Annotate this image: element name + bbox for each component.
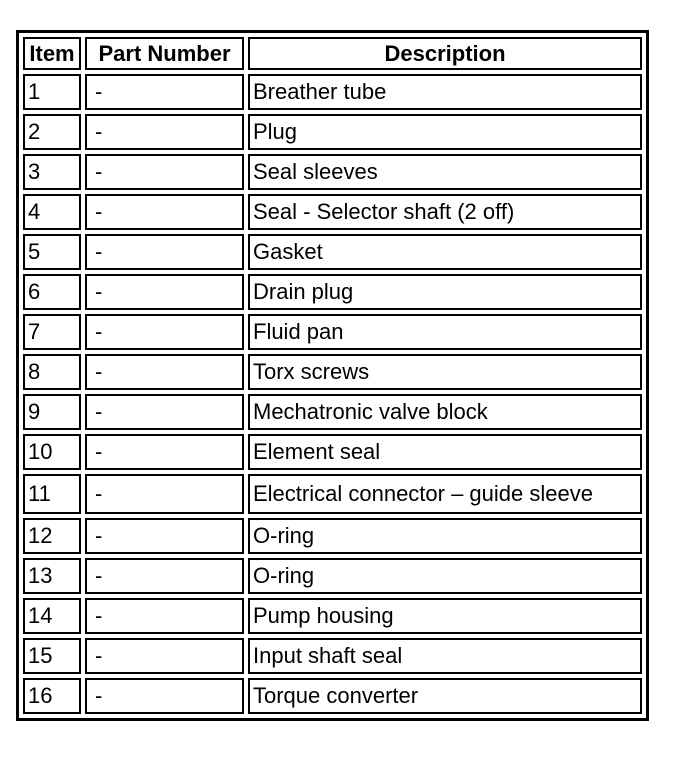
table-row bbox=[23, 434, 642, 470]
parts-table bbox=[16, 30, 649, 721]
table-row bbox=[23, 598, 642, 634]
item-cell: 4 bbox=[23, 194, 81, 230]
item-cell: 9 bbox=[23, 394, 81, 430]
part-number-cell: - bbox=[85, 354, 244, 390]
table-row bbox=[23, 354, 642, 390]
description-cell: Torque converter bbox=[248, 678, 642, 714]
item-cell: 14 bbox=[23, 598, 81, 634]
description-cell: Torx screws bbox=[248, 354, 642, 390]
part-number-cell: - bbox=[85, 598, 244, 634]
item-cell: 8 bbox=[23, 354, 81, 390]
item-cell: 1 bbox=[23, 74, 81, 110]
item-cell: 15 bbox=[23, 638, 81, 674]
description-cell: Element seal bbox=[248, 434, 642, 470]
item-cell: 3 bbox=[23, 154, 81, 190]
item-cell: 5 bbox=[23, 234, 81, 270]
table-row bbox=[23, 274, 642, 310]
part-number-cell: - bbox=[85, 114, 244, 150]
part-number-cell: - bbox=[85, 434, 244, 470]
part-number-cell: - bbox=[85, 74, 244, 110]
table-row bbox=[23, 474, 642, 514]
part-number-cell: - bbox=[85, 474, 244, 514]
item-cell: 6 bbox=[23, 274, 81, 310]
table-row bbox=[23, 394, 642, 430]
part-number-cell: - bbox=[85, 394, 244, 430]
table-row bbox=[23, 194, 642, 230]
part-number-cell: - bbox=[85, 638, 244, 674]
description-cell: Drain plug bbox=[248, 274, 642, 310]
part-number-cell: - bbox=[85, 558, 244, 594]
description-cell: Input shaft seal bbox=[248, 638, 642, 674]
table-row bbox=[23, 638, 642, 674]
description-cell: Pump housing bbox=[248, 598, 642, 634]
description-cell: Breather tube bbox=[248, 74, 642, 110]
description-cell: Electrical connector – guide sleeve bbox=[248, 474, 642, 514]
item-cell: 2 bbox=[23, 114, 81, 150]
part-number-cell: - bbox=[85, 314, 244, 350]
table-row bbox=[23, 154, 642, 190]
part-number-cell: - bbox=[85, 274, 244, 310]
description-cell: Seal - Selector shaft (2 off) bbox=[248, 194, 642, 230]
description-cell: Plug bbox=[248, 114, 642, 150]
item-cell: 11 bbox=[23, 474, 81, 514]
description-cell: Gasket bbox=[248, 234, 642, 270]
description-cell: O-ring bbox=[248, 558, 642, 594]
table-row bbox=[23, 234, 642, 270]
item-cell: 13 bbox=[23, 558, 81, 594]
item-cell: 10 bbox=[23, 434, 81, 470]
part-number-cell: - bbox=[85, 678, 244, 714]
header-part-number: Part Number bbox=[85, 37, 244, 70]
item-cell: 12 bbox=[23, 518, 81, 554]
part-number-cell: - bbox=[85, 154, 244, 190]
table-row bbox=[23, 114, 642, 150]
part-number-cell: - bbox=[85, 194, 244, 230]
item-cell: 7 bbox=[23, 314, 81, 350]
description-cell: Seal sleeves bbox=[248, 154, 642, 190]
item-cell: 16 bbox=[23, 678, 81, 714]
part-number-cell: - bbox=[85, 234, 244, 270]
table-row bbox=[23, 558, 642, 594]
header-item: Item bbox=[23, 37, 81, 70]
description-cell: Fluid pan bbox=[248, 314, 642, 350]
header-row bbox=[23, 37, 642, 70]
table-row bbox=[23, 314, 642, 350]
table-row bbox=[23, 74, 642, 110]
table-row bbox=[23, 518, 642, 554]
description-cell: Mechatronic valve block bbox=[248, 394, 642, 430]
table-body bbox=[23, 74, 642, 714]
part-number-cell: - bbox=[85, 518, 244, 554]
description-cell: O-ring bbox=[248, 518, 642, 554]
header-description: Description bbox=[248, 37, 642, 70]
table-row bbox=[23, 678, 642, 714]
